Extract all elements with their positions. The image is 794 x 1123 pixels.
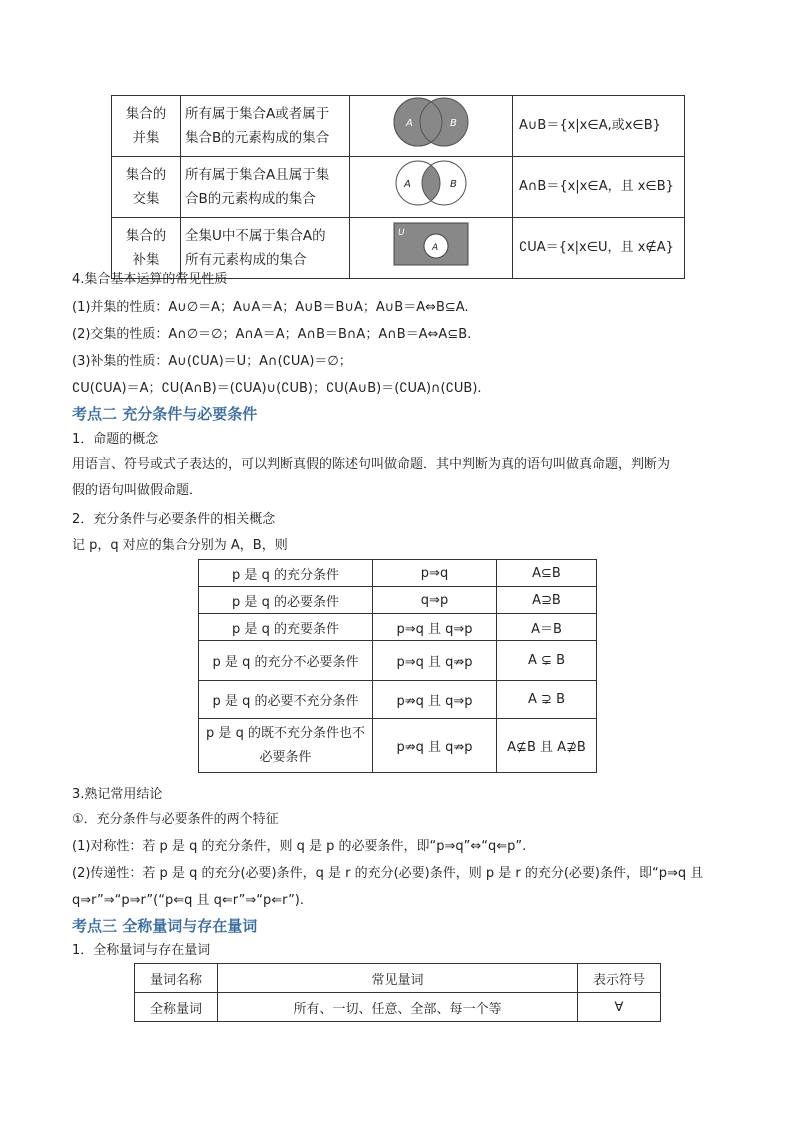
union-venn — [350, 96, 513, 157]
subsection-title: 2．充分条件与必要条件的相关概念 — [72, 512, 276, 527]
cell: p⇒q 且 q⇏p — [373, 641, 497, 681]
table-row — [135, 993, 661, 1022]
subsection-title: 3.熟记常用结论 — [72, 787, 163, 802]
cell: A＝B — [497, 614, 597, 641]
property-line: (1)并集的性质：A∪∅＝A；A∪A＝A；A∪B＝B∪A；A∪B＝A⇔B⊆A. — [72, 300, 469, 315]
cell: A ⊊ B — [497, 641, 597, 681]
table-row — [199, 681, 597, 719]
venn-label-u: U — [398, 228, 405, 238]
venn-label-b: B — [450, 118, 457, 129]
paragraph-line: (1)对称性：若 p 是 q 的充分条件，则 q 是 p 的必要条件，即“p⇒q”⇔“q⇐p”. — [72, 839, 527, 854]
cell: p 是 q 的必要条件 — [199, 587, 373, 614]
cell: A ⊋ B — [497, 681, 597, 719]
cell: 全称量词 — [135, 993, 218, 1022]
cell: p 是 q 的必要不充分条件 — [199, 681, 373, 719]
table-row — [135, 964, 661, 993]
paragraph-line: 记 p，q 对应的集合分别为 A，B，则 — [72, 538, 288, 553]
conditions-table — [198, 559, 597, 773]
op-desc: 所有属于集合A且属于集 合B的元素构成的集合 — [181, 157, 350, 218]
paragraph-line: 假的语句叫做假命题． — [72, 483, 203, 498]
cell: A⊈B 且 A⊉B — [497, 719, 597, 773]
op-name: 集合的 交集 — [112, 157, 181, 218]
cell: p⇏q 且 q⇏p — [373, 719, 497, 773]
quantifier-table — [134, 963, 661, 1022]
intersection-venn — [350, 157, 513, 218]
paragraph-line: 用语言、符号或式子表达的，可以判断真假的陈述句叫做命题．其中判断为真的语句叫做真命题，判断为 — [72, 457, 671, 472]
subsection-title: 1．命题的概念 — [72, 432, 159, 447]
op-name: 集合的 并集 — [112, 96, 181, 157]
table-row — [199, 641, 597, 681]
property-line: ∁U(∁UA)＝A；∁U(A∩B)＝(∁UA)∪(∁UB)；∁U(A∪B)＝(∁UA)∩(∁UB). — [72, 381, 482, 396]
cell: p⇒q 且 q⇒p — [373, 614, 497, 641]
table-row — [112, 157, 685, 218]
venn-label-a: A — [406, 118, 413, 129]
cell: p⇒q — [373, 560, 497, 587]
venn-label-b: B — [450, 179, 457, 190]
cell: A⊇B — [497, 587, 597, 614]
paragraph-line: ①．充分条件与必要条件的两个特征 — [72, 812, 279, 827]
op-desc: 所有属于集合A或者属于 集合B的元素构成的集合 — [181, 96, 350, 157]
header-cell: 量词名称 — [135, 964, 218, 993]
table-row — [199, 614, 597, 641]
complement-venn — [350, 218, 513, 279]
properties-title: 4.集合基本运算的常见性质 — [72, 272, 228, 287]
cell: p 是 q 的充分条件 — [199, 560, 373, 587]
section-title: 考点二 充分条件与必要条件 — [72, 405, 258, 423]
cell: p⇏q 且 q⇒p — [373, 681, 497, 719]
paragraph-line: q⇒r”⇒“p⇒r”(“p⇐q 且 q⇐r”⇒“p⇐r”). — [72, 893, 305, 908]
property-line: (3)补集的性质：A∪(∁UA)＝U；A∩(∁UA)＝∅； — [72, 354, 352, 369]
cell: ∀ — [578, 993, 661, 1022]
op-formula: A∩B＝{x|x∈A，且 x∈B} — [513, 157, 685, 218]
cell: q⇒p — [373, 587, 497, 614]
header-cell: 常见量词 — [218, 964, 578, 993]
property-line: (2)交集的性质：A∩∅＝∅；A∩A＝A；A∩B＝B∩A；A∩B＝A⇔A⊆B. — [72, 327, 472, 342]
header-cell: 表示符号 — [578, 964, 661, 993]
op-name: 集合的 补集 — [112, 218, 181, 279]
set-operations-table — [111, 95, 685, 279]
op-desc: 全集U中不属于集合A的 所有元素构成的集合 — [181, 218, 350, 279]
cell: p 是 q 的充分不必要条件 — [199, 641, 373, 681]
cell: p 是 q 的充要条件 — [199, 614, 373, 641]
cell: p 是 q 的既不充分条件也不 必要条件 — [199, 719, 373, 773]
table-row — [199, 719, 597, 773]
section-title: 考点三 全称量词与存在量词 — [72, 917, 258, 935]
cell: 所有、一切、任意、全部、每一个等 — [218, 993, 578, 1022]
subsection-title: 1．全称量词与存在量词 — [72, 943, 211, 958]
paragraph-line: (2)传递性：若 p 是 q 的充分(必要)条件，q 是 r 的充分(必要)条件，则 p 是 r 的充分(必要)条件，即“p⇒q 且 — [72, 866, 704, 881]
table-row — [112, 96, 685, 157]
venn-label-a: A — [404, 179, 411, 190]
table-row — [199, 560, 597, 587]
op-formula: ∁UA＝{x|x∈U，且 x∉A} — [513, 218, 685, 279]
table-row — [199, 587, 597, 614]
cell: A⊆B — [497, 560, 597, 587]
op-formula: A∪B＝{x|x∈A,或x∈B} — [513, 96, 685, 157]
venn-label-a: A — [432, 243, 439, 253]
